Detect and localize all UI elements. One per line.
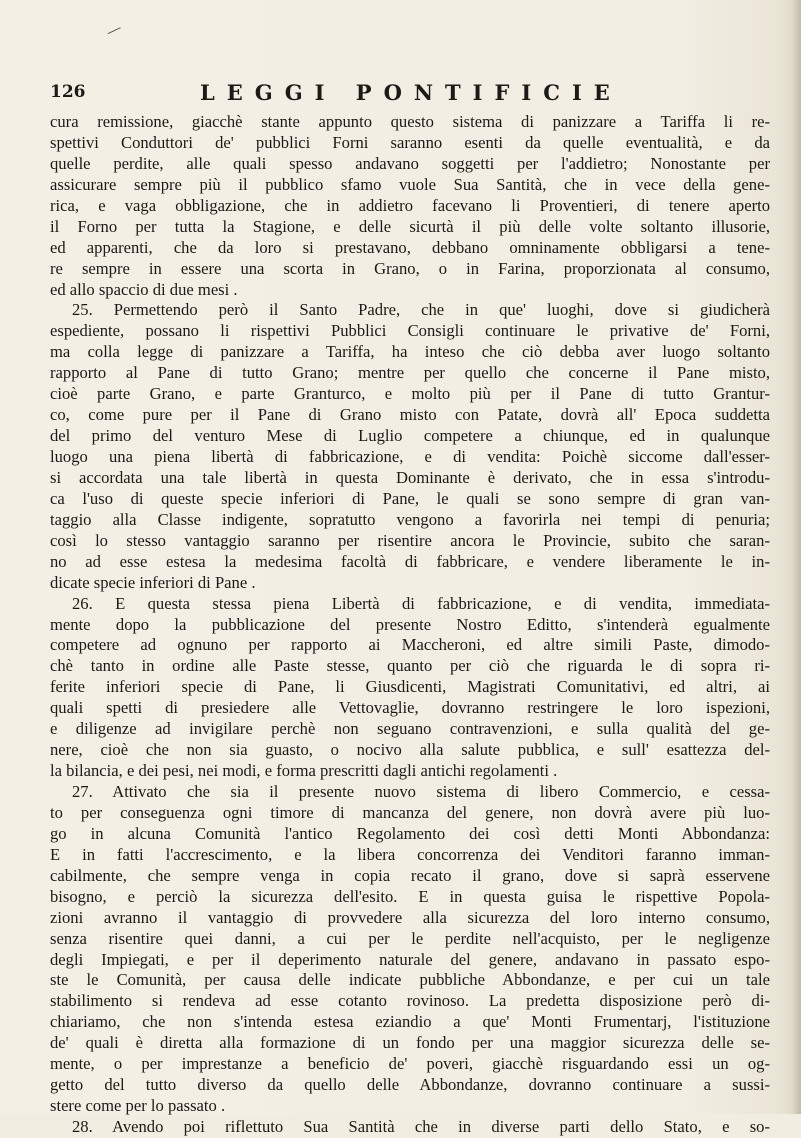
text-line: no ad esse estesa la medesima facoltà di fabbricare, e vendere liberamente le in- <box>50 551 770 571</box>
text-line: bisogno, e perciò la sicurezza dell'esito. E in questa guisa le rispettive Popola- <box>50 886 770 906</box>
text-line: E in fatti l'accrescimento, e la libera concorrenza dei Venditori faranno imman- <box>50 844 770 864</box>
text-line: re sempre in essere una scorta in Grano, o in Farina, proporzionata al consumo, <box>50 258 770 278</box>
text-line: ste le Comunità, per causa delle indicate pubbliche Abbondanze, e per cui un tale <box>50 970 770 990</box>
text-line: così lo stesso vantaggio saranno per risentire ancora le Provincie, subito che saran- <box>50 530 770 550</box>
text-line: spettivi Conduttori de' pubblici Forni saranno esenti da quelle eventualità, e da <box>50 132 770 152</box>
text-line: mente dopo la pubblicazione del presente Nostro Editto, s'intenderà egualmente <box>50 614 770 634</box>
text-line: si accordata una tale libertà in questa Dominante è derivato, che in essa s'introdu- <box>50 467 770 487</box>
text-line: quali spetti di presiedere alle Vettovaglie, dovranno restringere le loro ispezioni, <box>50 698 770 718</box>
text-line: nere, cioè che non sia guasto, o nocivo alla salute pubblica, e sull' esattezza del- <box>50 740 770 760</box>
text-line: to per conseguenza ogni timore di mancanza del genere, non dovrà avere più luo- <box>50 802 770 822</box>
text-line: chiariamo, che non s'intenda estesa eziandio a que' Monti Frumentarj, l'istituzione <box>50 1012 770 1032</box>
text-line: ed apparenti, che da loro si prestavano, debbano omninamente obbligarsi a tene- <box>50 237 770 257</box>
page-header <box>50 80 770 110</box>
page-edge-shadow <box>791 0 801 1114</box>
text-line: assicurare sempre più il pubblico sfamo vuole Sua Santità, che in vece della gene- <box>50 174 770 194</box>
text-line: 27. Attivato che sia il presente nuovo sistema di libero Commercio, e cessa- <box>72 782 770 801</box>
text-line: mente, o per imprestanze a beneficio de' poveri, giacchè risguardando essi un og- <box>50 1054 770 1074</box>
text-line: degli Impiegati, e per il deperimento naturale del genere, andavano in passato espo- <box>50 949 770 969</box>
running-title: LEGGI PONTIFICIE <box>200 80 622 105</box>
text-line: co, come pure per il Pane di Grano misto con Patate, dovrà all' Epoca suddetta <box>50 405 770 425</box>
text-line: dicate specie inferiori di Pane . <box>50 572 256 592</box>
text-line: getto del tutto diverso da quello delle Abbondanze, dovranno continuare a sussi- <box>50 1075 770 1095</box>
text-line: ca l'uso di queste specie inferiori di Pane, le quali se sono sempre di gran van- <box>50 488 770 508</box>
text-line: 28. Avendo poi riflettuto Sua Santità che in diverse parti dello Stato, e so- <box>72 1117 770 1136</box>
text-line: chè tanto in ordine alle Paste stesse, quanto per ciò che riguarda le di sopra ri- <box>50 656 770 676</box>
text-line: luogo una piena libertà di fabbricazione, e di vendita: Poichè siccome dall'esser- <box>50 447 770 466</box>
text-line: cura remissione, giacchè stante appunto questo sistema di panizzare a Tariffa li re- <box>50 112 770 131</box>
page-number: 126 <box>50 82 86 102</box>
text-line: ma colla legge di panizzare a Tariffa, ha inteso che ciò debba aver luogo soltanto <box>50 342 770 362</box>
text-line: ferite inferiori specie di Pane, li Giusdicenti, Magistrati Comunitativi, ed altri, ai <box>50 677 770 697</box>
text-line: la bilancia, e dei pesi, nei modi, e forma prescritti dagli antichi regolamenti . <box>50 761 558 781</box>
text-line: del primo del venturo Mese di Luglio competere a chiunque, ed in qualunque <box>50 426 770 446</box>
text-line: cioè parte Grano, e parte Granturco, e molto più per il Pane di tutto Grantur- <box>50 384 770 404</box>
text-line: stabilimento si rendeva ad esse cotanto rovinoso. La predetta disposizione però di- <box>50 991 770 1011</box>
text-line: il Forno per tutta la Stagione, e delle sicurtà il più delle volte soltanto illusorie, <box>50 216 770 236</box>
text-line: quelle perdite, alle quali spesso andavano soggetti per l'addietro; Nonostante per <box>50 153 770 173</box>
text-line: go in alcuna Comunità l'antico Regolamento dei così detti Monti Abbondanza: <box>50 823 770 843</box>
text-line: ed allo spaccio di due mesi . <box>50 279 238 299</box>
text-line: rica, e vaga obbligazione, che in addietro facevano li Proventieri, di tenere aperto <box>50 195 770 215</box>
text-line: e diligenze ad invigilare perchè non seguano contravenzioni, e sulla qualità del ge- <box>50 719 770 739</box>
text-line: zioni avranno il vantaggio di provvedere alla sicurezza del loro interno consumo, <box>50 907 770 927</box>
text-line: rapporto al Pane di tutto Grano; mentre per quello che concerne il Pane misto, <box>50 363 770 383</box>
text-line: competere ad ognuno per rapporto ai Maccheroni, ed altre simili Paste, dimodo- <box>50 635 770 655</box>
text-line: 26. E questa stessa piena Libertà di fabbricazione, e di vendita, immediata- <box>72 593 770 613</box>
corner-mark <box>108 27 123 37</box>
text-line: espediente, possano li rispettivi Pubblici Consigli continuare le privative de' Forni, <box>50 321 770 341</box>
text-line: cabilmente, che sempre venga in copia recato il grano, dove si saprà esservene <box>50 865 770 885</box>
text-line: taggio alla Classe indigente, sopratutto vengono a favorirla nei tempi di penuria; <box>50 509 770 529</box>
text-line: senza risentire quei danni, a cui per le perdite nell'acquisto, per le negligenze <box>50 928 770 948</box>
text-line: 25. Permettendo però il Santo Padre, che in que' luoghi, dove si giudicherà <box>72 300 770 320</box>
text-line: de' quali è diretta alla formazione di un fondo per una maggior sicurezza delle se- <box>50 1033 770 1053</box>
text-line: stere come per lo passato . <box>50 1096 226 1116</box>
body-text <box>50 112 770 1138</box>
